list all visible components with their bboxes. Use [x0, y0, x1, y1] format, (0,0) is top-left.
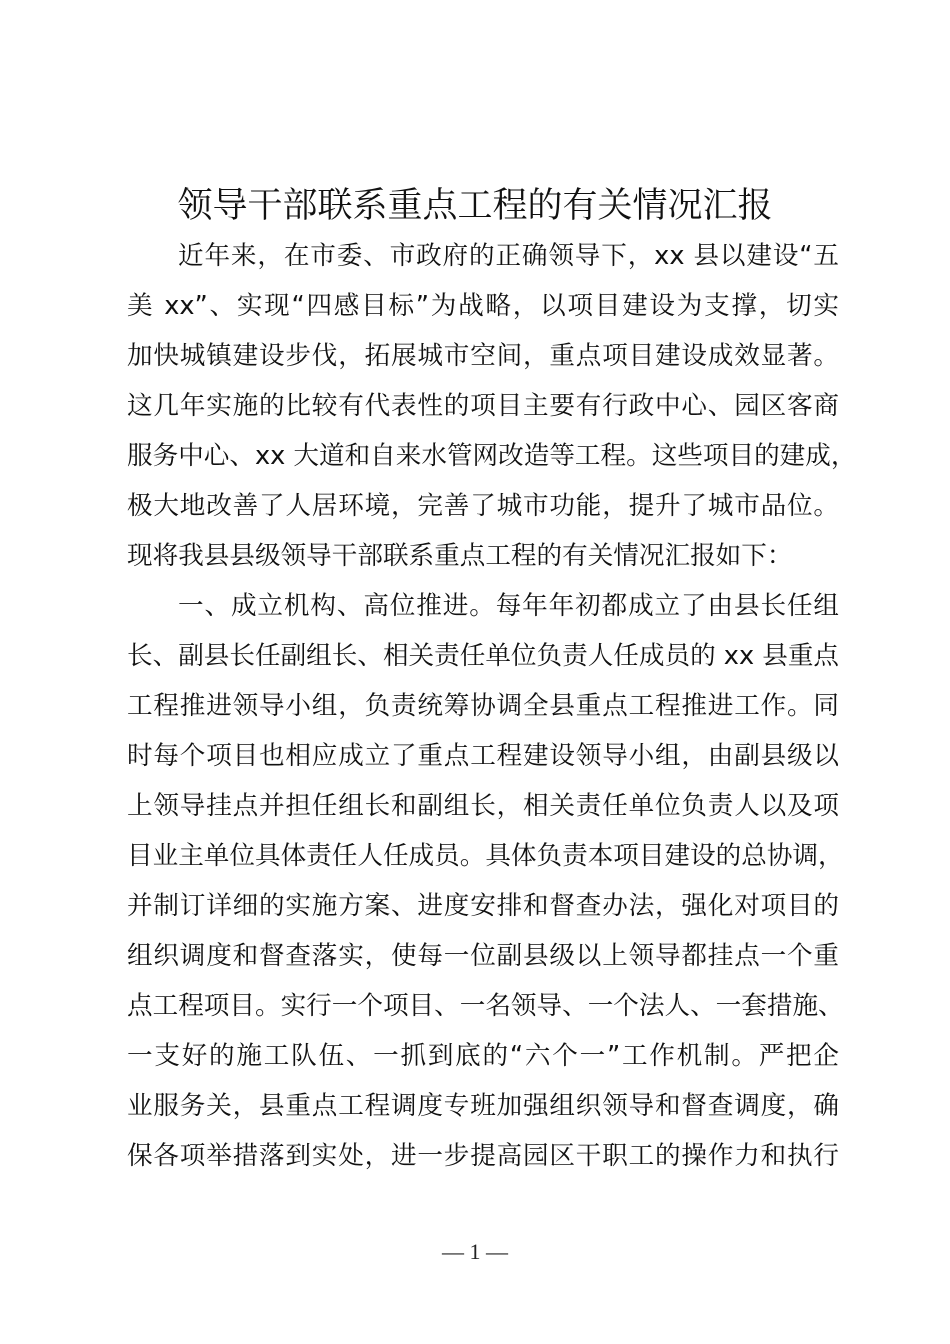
body-line: 业服务关，县重点工程调度专班加强组织领导和督查调度，确: [127, 1091, 839, 1121]
body-line: 美 xx”、实现“四感目标”为战略，以项目建设为支撑，切实: [127, 291, 839, 321]
body-line: 工程推进领导小组，负责统筹协调全县重点工程推进工作。同: [127, 691, 839, 721]
document-title: 领导干部联系重点工程的有关情况汇报: [177, 186, 773, 226]
page-number: — 1 —: [442, 1239, 508, 1264]
body-line: 目业主单位具体责任人任成员。具体负责本项目建设的总协调，: [127, 841, 844, 871]
body-line: 极大地改善了人居环境，完善了城市功能，提升了城市品位。: [127, 491, 839, 521]
body-line: 服务中心、xx 大道和自来水管网改造等工程。这些项目的建成，: [127, 441, 857, 471]
body-line: 现将我县县级领导干部联系重点工程的有关情况汇报如下：: [127, 541, 793, 571]
body-line: 近年来，在市委、市政府的正确领导下，xx 县以建设“五: [178, 241, 839, 271]
body-line: 点工程项目。实行一个项目、一名领导、一个法人、一套措施、: [127, 991, 844, 1021]
body-line: 加快城镇建设步伐，拓展城市空间，重点项目建设成效显著。: [127, 341, 839, 371]
body-line: 时每个项目也相应成立了重点工程建设领导小组，由副县级以: [127, 741, 839, 771]
body-line: 组织调度和督查落实，使每一位副县级以上领导都挂点一个重: [127, 941, 839, 971]
body-line: 这几年实施的比较有代表性的项目主要有行政中心、园区客商: [127, 391, 839, 421]
body-line: 长、副县长任副组长、相关责任单位负责人任成员的 xx 县重点: [127, 641, 840, 671]
body-line: 一、成立机构、高位推进。每年年初都成立了由县长任组: [178, 591, 839, 621]
body-line: 并制订详细的实施方案、进度安排和督查办法，强化对项目的: [127, 891, 839, 921]
body-line: 一支好的施工队伍、一抓到底的“六个一”工作机制。严把企: [127, 1041, 839, 1071]
body-line: 保各项举措落到实处，进一步提高园区干职工的操作力和执行: [127, 1141, 839, 1171]
body-line: 上领导挂点并担任组长和副组长，相关责任单位负责人以及项: [127, 791, 839, 821]
